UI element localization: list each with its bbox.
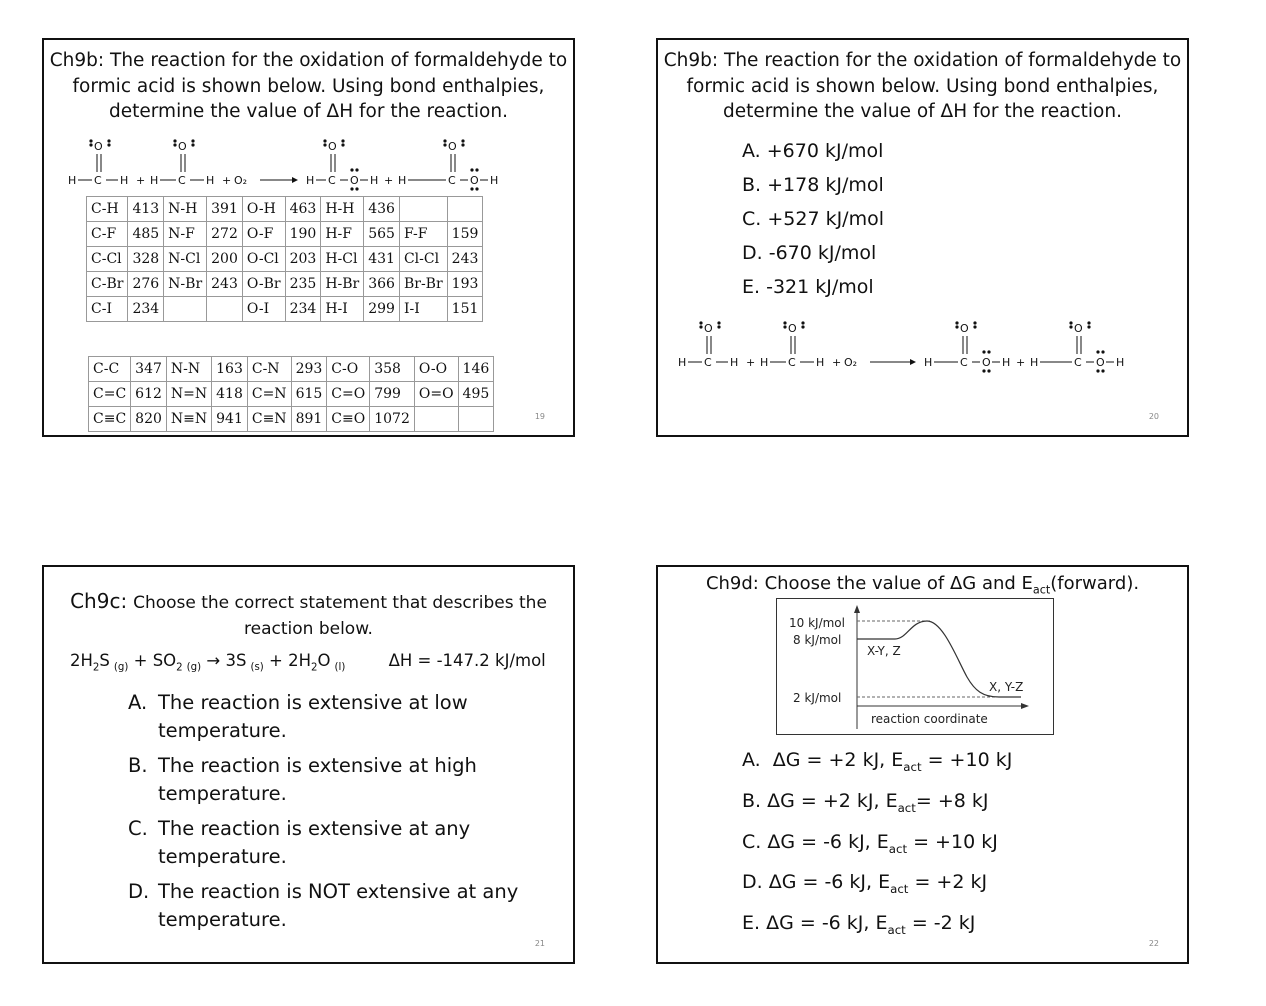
svg-text:H: H: [816, 356, 825, 369]
svg-text:H: H: [760, 356, 769, 369]
bond-enthalpy-table-single: [86, 196, 483, 322]
bond-energy-cell: 328: [128, 247, 164, 272]
bond-energy-cell: 418: [212, 382, 248, 407]
title-line-1: Ch9b: The reaction for the oxidation of formaldehyde to: [49, 50, 568, 71]
svg-text:O: O: [982, 356, 991, 369]
choice-text: ΔG = -6 kJ, E: [766, 912, 888, 935]
bond-type-cell: O-Br: [242, 272, 285, 297]
term-so2: + SO: [133, 651, 177, 670]
bond-energy-cell: 234: [285, 297, 321, 322]
choice-text: ΔG = -6 kJ, E: [767, 830, 889, 853]
bond-energy-cell: 276: [128, 272, 164, 297]
bond-type-cell: O-O: [414, 357, 458, 382]
bond-type-cell: O-H: [242, 197, 285, 222]
svg-text:O: O: [960, 322, 969, 335]
bond-type-cell: N-F: [164, 222, 207, 247]
choice-sub: act: [887, 922, 906, 937]
svg-text:C: C: [448, 174, 456, 187]
reaction-scheme: [674, 318, 1154, 374]
svg-text:H: H: [1116, 356, 1125, 369]
answer-choices: [742, 134, 884, 304]
bond-energy-cell: 243: [207, 272, 243, 297]
bond-energy-cell: 151: [447, 297, 483, 322]
formaldehyde-1: [68, 139, 128, 187]
title-line-3: determine the value of ΔH for the reaction.: [109, 101, 508, 122]
state-4: (l): [334, 662, 346, 674]
svg-text:H: H: [206, 174, 215, 187]
term-s: S: [99, 651, 110, 670]
bond-energy-cell: 463: [285, 197, 321, 222]
bond-type-cell: C≡C: [89, 407, 131, 432]
bond-energy-cell: 495: [458, 382, 494, 407]
formic-acid-2: [398, 139, 498, 190]
bond-enthalpy-table-multiple: [88, 356, 494, 432]
choice-text: The reaction is NOT extensive at any: [158, 880, 519, 903]
bond-type-cell: N-Cl: [164, 247, 207, 272]
choice-c[interactable]: [742, 825, 1012, 866]
bond-type-cell: H-Cl: [321, 247, 364, 272]
title-text-2: (forward).: [1050, 573, 1140, 594]
title-line-2: formic acid is shown below. Using bond enthalpies,: [72, 75, 545, 97]
bond-energy-cell: 347: [131, 357, 167, 382]
bond-row: [89, 382, 494, 407]
bond-type-cell: C≡O: [327, 407, 370, 432]
choice-sub: act: [897, 800, 916, 815]
title-line-2: reaction below.: [244, 618, 373, 639]
bond-type-cell: H-I: [321, 297, 364, 322]
reaction-equation: [70, 651, 546, 673]
choice-text: The reaction is extensive at any: [158, 817, 471, 840]
bond-type-cell: N≡N: [166, 407, 211, 432]
product-label: X, Y-Z: [989, 680, 1024, 694]
choice-c[interactable]: C. +527 kJ/mol: [742, 208, 884, 230]
svg-text:H: H: [306, 174, 315, 187]
bond-energy-cell: 272: [207, 222, 243, 247]
bond-energy-cell: 612: [131, 382, 167, 407]
svg-text:H: H: [150, 174, 159, 187]
enthalpy-value: ΔH = -147.2 kJ/mol: [388, 651, 546, 670]
term-h2s: 2H: [70, 651, 93, 670]
svg-text:H: H: [120, 174, 129, 187]
sub-2: 2: [176, 662, 183, 674]
bond-energy-cell: 366: [364, 272, 400, 297]
choice-label: C.: [742, 830, 762, 853]
choice-text: The reaction is extensive at high: [158, 754, 477, 777]
y-label-2: 2 kJ/mol: [793, 691, 842, 705]
x-axis-label: reaction coordinate: [871, 712, 988, 726]
slide-19-title: [44, 48, 573, 125]
bond-type-cell: C-H: [87, 197, 128, 222]
bond-type-cell: N-H: [164, 197, 207, 222]
svg-text:H: H: [398, 174, 407, 187]
choice-text: ΔG = -6 kJ, E: [768, 871, 891, 894]
bond-type-cell: Br-Br: [399, 272, 447, 297]
bond-type-cell: Cl-Cl: [399, 247, 447, 272]
svg-text:C: C: [960, 356, 968, 369]
svg-text:H: H: [678, 356, 687, 369]
slide-21: [42, 565, 575, 964]
svg-text:O: O: [94, 140, 103, 153]
state-1: (g): [113, 662, 129, 674]
answer-choices: [128, 689, 548, 941]
svg-text:O: O: [350, 174, 359, 187]
slide-21-title: [44, 589, 573, 642]
svg-text:H: H: [1030, 356, 1039, 369]
choice-e[interactable]: [742, 906, 1012, 947]
bond-energy-cell: 485: [128, 222, 164, 247]
svg-text:C: C: [704, 356, 712, 369]
choice-text-2: = -2 kJ: [905, 912, 976, 935]
bond-row: [89, 357, 494, 382]
bond-energy-cell: 146: [458, 357, 494, 382]
svg-text:O: O: [1074, 322, 1083, 335]
choice-label: B.: [128, 754, 148, 777]
svg-text:H: H: [370, 174, 379, 187]
page-number: 21: [534, 939, 545, 948]
svg-text:O₂: O₂: [844, 356, 858, 369]
svg-text:H: H: [490, 174, 499, 187]
bond-energy-cell: 190: [285, 222, 321, 247]
svg-text:O: O: [1096, 356, 1105, 369]
bond-energy-cell: 299: [364, 297, 400, 322]
choice-text-2: temperature.: [158, 845, 287, 868]
question-id: Ch9c:: [70, 589, 128, 613]
choice-sub: act: [903, 759, 922, 774]
bond-row: [87, 197, 483, 222]
svg-text:C: C: [178, 174, 186, 187]
choice-label: E.: [742, 912, 761, 935]
slide-22: [656, 565, 1189, 964]
choice-d[interactable]: [128, 878, 548, 934]
svg-text:O: O: [448, 140, 457, 153]
bond-type-cell: H-F: [321, 222, 364, 247]
svg-text:+: +: [1016, 356, 1026, 369]
bond-energy-cell: 820: [131, 407, 167, 432]
bond-energy-cell: 200: [207, 247, 243, 272]
bond-type-cell: N-Br: [164, 272, 207, 297]
bond-type-cell: C-Cl: [87, 247, 128, 272]
arrow: →: [206, 651, 221, 670]
slide-20-title: [658, 48, 1187, 125]
bond-type-cell: O=O: [414, 382, 458, 407]
svg-text:O₂: O₂: [234, 174, 248, 187]
bond-energy-cell: 203: [285, 247, 321, 272]
choice-e[interactable]: E. -321 kJ/mol: [742, 276, 874, 298]
title-line-2: formic acid is shown below. Using bond enthalpies,: [686, 75, 1159, 97]
svg-text:+: +: [222, 174, 232, 187]
svg-text:+: +: [384, 174, 394, 187]
choice-label: B.: [742, 789, 762, 812]
state-2: (g): [186, 662, 202, 674]
bond-type-cell: C-O: [327, 357, 370, 382]
y-label-8: 8 kJ/mol: [793, 633, 842, 647]
choice-text: ΔG = +2 kJ, E: [772, 749, 904, 771]
bond-type-cell: C-C: [89, 357, 131, 382]
svg-text:+: +: [746, 356, 756, 369]
svg-text:O: O: [178, 140, 187, 153]
svg-text:H: H: [68, 174, 77, 187]
bond-energy-cell: 565: [364, 222, 400, 247]
bond-row: [87, 247, 483, 272]
choice-a[interactable]: [128, 689, 548, 745]
bond-type-cell: O-Cl: [242, 247, 285, 272]
y-label-10: 10 kJ/mol: [789, 616, 845, 630]
slide-20: [656, 38, 1189, 437]
bond-type-cell: C≡N: [247, 407, 291, 432]
term-3s: 3S: [225, 651, 247, 670]
choice-text-2: temperature.: [158, 782, 287, 805]
title-line-1: Choose the correct statement that describes the: [133, 593, 547, 613]
bond-type-cell: H-H: [321, 197, 364, 222]
choice-d[interactable]: [742, 865, 1012, 906]
bond-energy-cell: [447, 197, 483, 222]
bond-row: [89, 407, 494, 432]
bond-energy-cell: 358: [370, 357, 415, 382]
bond-type-cell: O-F: [242, 222, 285, 247]
svg-text:O: O: [328, 140, 337, 153]
bond-energy-cell: 1072: [370, 407, 415, 432]
choice-label: A.: [742, 749, 761, 771]
bond-type-cell: C=C: [89, 382, 131, 407]
bond-energy-cell: 159: [447, 222, 483, 247]
bond-energy-cell: 391: [207, 197, 243, 222]
choice-d[interactable]: D. -670 kJ/mol: [742, 242, 877, 264]
bond-energy-cell: 615: [291, 382, 327, 407]
bond-energy-cell: 436: [364, 197, 400, 222]
svg-text:C: C: [1074, 356, 1082, 369]
page-number: 19: [534, 412, 545, 421]
sub-4: 2: [311, 662, 318, 674]
choice-label: D.: [742, 871, 763, 894]
bond-type-cell: C-F: [87, 222, 128, 247]
bond-energy-cell: 163: [212, 357, 248, 382]
state-3: (s): [250, 662, 264, 674]
formaldehyde-2: [150, 139, 214, 187]
svg-text:O: O: [704, 322, 713, 335]
choice-text-2: temperature.: [158, 908, 287, 931]
bond-energy-cell: 413: [128, 197, 164, 222]
bond-type-cell: [399, 197, 447, 222]
bond-energy-cell: 941: [212, 407, 248, 432]
svg-text:C: C: [788, 356, 796, 369]
reaction-scheme: [64, 136, 544, 192]
choice-c[interactable]: [128, 815, 548, 871]
bond-type-cell: C=O: [327, 382, 370, 407]
title-line-1: Ch9b: The reaction for the oxidation of formaldehyde to: [663, 50, 1182, 71]
choice-a[interactable]: [742, 743, 1012, 784]
bond-type-cell: [414, 407, 458, 432]
svg-text:H: H: [1002, 356, 1011, 369]
choice-b[interactable]: [742, 784, 1012, 825]
bond-type-cell: C=N: [247, 382, 291, 407]
title-line-3: determine the value of ΔH for the reaction.: [723, 101, 1122, 122]
bond-row: [87, 222, 483, 247]
bond-type-cell: N=N: [166, 382, 211, 407]
bond-type-cell: C-N: [247, 357, 291, 382]
bond-energy-cell: [207, 297, 243, 322]
choice-text-2: temperature.: [158, 719, 287, 742]
bond-row: [87, 297, 483, 322]
page-number: 20: [1148, 412, 1159, 421]
bond-energy-cell: 799: [370, 382, 415, 407]
choice-text-2: = +2 kJ: [908, 871, 988, 894]
svg-text:O: O: [470, 174, 479, 187]
title-text: Ch9d: Choose the value of ΔG and E: [705, 573, 1033, 594]
choice-sub: act: [888, 841, 908, 856]
bond-energy-cell: 235: [285, 272, 321, 297]
svg-text:H: H: [924, 356, 933, 369]
answer-choices: [742, 743, 1012, 947]
bond-type-cell: N-N: [166, 357, 211, 382]
bond-energy-cell: 193: [447, 272, 483, 297]
svg-text:C: C: [328, 174, 336, 187]
choice-sub: act: [890, 882, 909, 897]
choice-text-2: = +10 kJ: [921, 749, 1013, 771]
term-h2o: + 2H: [269, 651, 311, 670]
bond-type-cell: H-Br: [321, 272, 364, 297]
svg-text:+: +: [832, 356, 842, 369]
svg-text:+: +: [136, 174, 146, 187]
bond-type-cell: O-I: [242, 297, 285, 322]
bond-type-cell: F-F: [399, 222, 447, 247]
svg-text:C: C: [94, 174, 102, 187]
svg-text:H: H: [730, 356, 739, 369]
choice-b[interactable]: B. +178 kJ/mol: [742, 174, 884, 196]
formic-acid-1: [306, 139, 378, 190]
bond-type-cell: I-I: [399, 297, 447, 322]
choice-text: ΔG = +2 kJ, E: [767, 789, 898, 812]
choice-text-2: = +8 kJ: [915, 789, 989, 812]
svg-text:O: O: [788, 322, 797, 335]
energy-diagram: [776, 598, 1054, 735]
bond-energy-cell: 431: [364, 247, 400, 272]
bond-energy-cell: 293: [291, 357, 327, 382]
bond-energy-cell: 891: [291, 407, 327, 432]
reactant-label: X-Y, Z: [867, 644, 901, 658]
bond-row: [87, 272, 483, 297]
bond-energy-cell: 234: [128, 297, 164, 322]
sub-1: 2: [92, 662, 100, 674]
bond-type-cell: C-I: [87, 297, 128, 322]
term-o: O: [317, 651, 331, 670]
page-number: 22: [1148, 939, 1159, 948]
choice-b[interactable]: [128, 752, 548, 808]
choice-label: D.: [128, 880, 150, 903]
slide-19: [42, 38, 575, 437]
title-sub: act: [1032, 583, 1051, 597]
bond-energy-cell: [458, 407, 494, 432]
bond-energy-cell: 243: [447, 247, 483, 272]
choice-text-2: = +10 kJ: [907, 830, 998, 853]
choice-a[interactable]: A. +670 kJ/mol: [742, 140, 884, 162]
choice-label: C.: [128, 817, 148, 840]
bond-type-cell: C-Br: [87, 272, 128, 297]
bond-type-cell: [164, 297, 207, 322]
choice-label: A.: [128, 691, 148, 714]
choice-text: The reaction is extensive at low: [158, 691, 468, 714]
